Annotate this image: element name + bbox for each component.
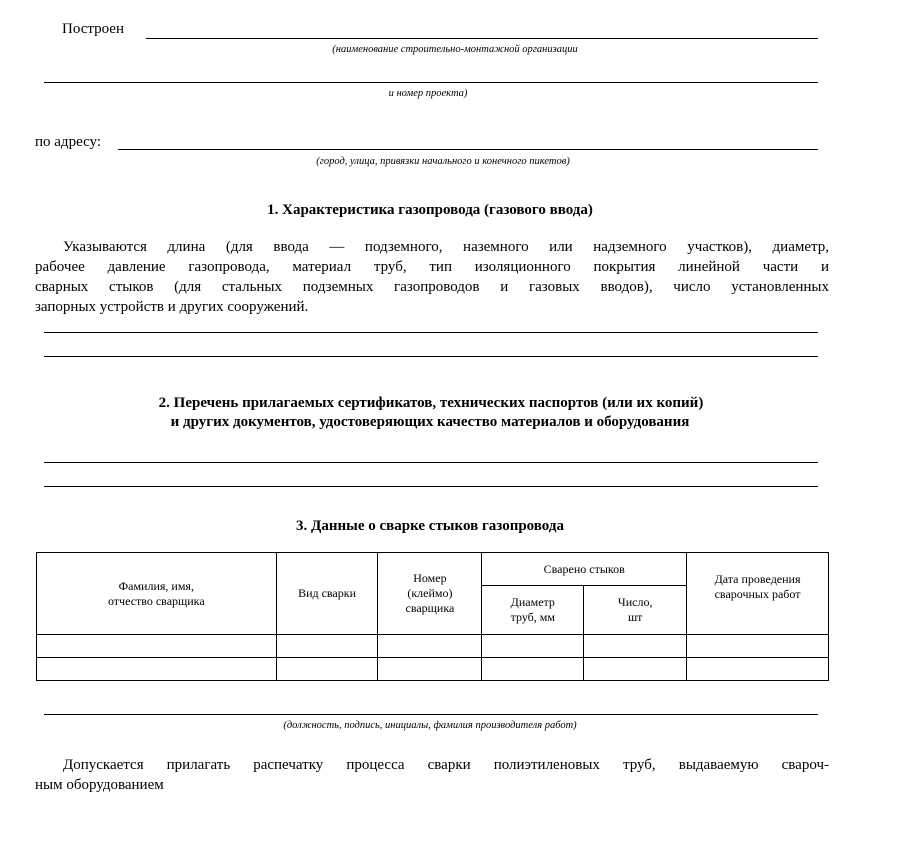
footer-note-line-1: Допускается прилагать распечатку процесса сварки полиэтиленовых труб, выдаваемую свароч-: [63, 757, 829, 773]
footer-note: [35, 755, 829, 795]
address-caption: (город, улица, привязки начального и конечного пикетов): [316, 156, 570, 167]
cell-welder-name[interactable]: [37, 658, 277, 681]
header-weld-type: [276, 553, 378, 635]
section1-fill-line-1[interactable]: [44, 332, 818, 333]
header-joint-count-line-2: шт: [627, 610, 643, 624]
cell-joint-count[interactable]: [584, 658, 687, 681]
welding-data-table: [36, 552, 829, 681]
section2-fill-line-2[interactable]: [44, 486, 818, 487]
section1-line-4: запорных устройств и других сооружений.: [35, 299, 309, 315]
built-by-field[interactable]: [146, 38, 818, 39]
section3-title: 3. Данные о сварке стыков газопровода: [296, 518, 564, 534]
header-pipe-diameter-line-1: Диаметр: [510, 595, 555, 609]
cell-welding-date[interactable]: [687, 635, 829, 658]
header-joint-count: [584, 586, 687, 635]
project-number-caption: и номер проекта): [388, 88, 468, 99]
section1-line-2: рабочее давление газопровода, материал труб, тип изоляционного покрытия линейной части и: [35, 259, 829, 275]
header-welding-date-line-1: Дата проведения: [714, 571, 801, 586]
table-row: [37, 658, 829, 681]
address-field[interactable]: [118, 149, 818, 150]
table-row: [37, 635, 829, 658]
built-by-caption: (наименование строительно-монтажной организации: [332, 44, 578, 55]
header-welder-number-line-2: (клеймо): [407, 586, 453, 600]
section1-paragraph: [35, 237, 829, 317]
header-pipe-diameter-line-2: труб, мм: [510, 610, 555, 624]
cell-weld-type[interactable]: [276, 658, 378, 681]
cell-welder-name[interactable]: [37, 635, 277, 658]
header-welder-number-line-1: Номер: [413, 571, 447, 585]
header-joint-count-line-1: Число,: [617, 595, 653, 609]
footer-note-line-2: ным оборудованием: [35, 777, 164, 793]
cell-welder-number[interactable]: [378, 635, 482, 658]
header-weld-type-text: Вид сварки: [298, 586, 357, 600]
header-pipe-diameter: [482, 586, 584, 635]
project-number-field[interactable]: [44, 82, 818, 83]
cell-pipe-diameter[interactable]: [482, 658, 584, 681]
header-welder-number: [378, 553, 482, 635]
header-welder-name-line-2: отчество сварщика: [107, 593, 205, 608]
section1-line-1: Указываются длина (для ввода — подземного, наземного или надземного участков), диаметр,: [63, 239, 829, 255]
cell-welding-date[interactable]: [687, 658, 829, 681]
section2-title-line-1: 2. Перечень прилагаемых сертификатов, технических паспортов (или их копий): [158, 395, 704, 411]
header-welder-number-line-3: сварщика: [405, 601, 455, 615]
section2-title-line-2: и других документов, удостоверяющих качество материалов и оборудования: [170, 414, 690, 430]
signature-field[interactable]: [44, 714, 818, 715]
header-welding-date-line-2: сварочных работ: [714, 586, 801, 601]
signature-caption: (должность, подпись, инициалы, фамилия производителя работ): [283, 720, 577, 731]
cell-pipe-diameter[interactable]: [482, 635, 584, 658]
built-by-label: Построен: [62, 21, 124, 37]
section1-title: 1. Характеристика газопровода (газового ввода): [267, 202, 593, 218]
header-welder-name: [37, 553, 277, 635]
header-welder-name-line-1: Фамилия, имя,: [118, 578, 194, 593]
section2-fill-line-1[interactable]: [44, 462, 818, 463]
cell-joint-count[interactable]: [584, 635, 687, 658]
cell-welder-number[interactable]: [378, 658, 482, 681]
cell-weld-type[interactable]: [276, 635, 378, 658]
address-label: по адресу:: [35, 134, 102, 150]
section1-line-3: сварных стыков (для стальных подземных газопроводов и газовых вводов), число установленных: [35, 279, 829, 295]
header-joints-welded: Сварено стыков: [482, 553, 687, 586]
section1-fill-line-2[interactable]: [44, 356, 818, 357]
header-welding-date: [687, 553, 829, 635]
